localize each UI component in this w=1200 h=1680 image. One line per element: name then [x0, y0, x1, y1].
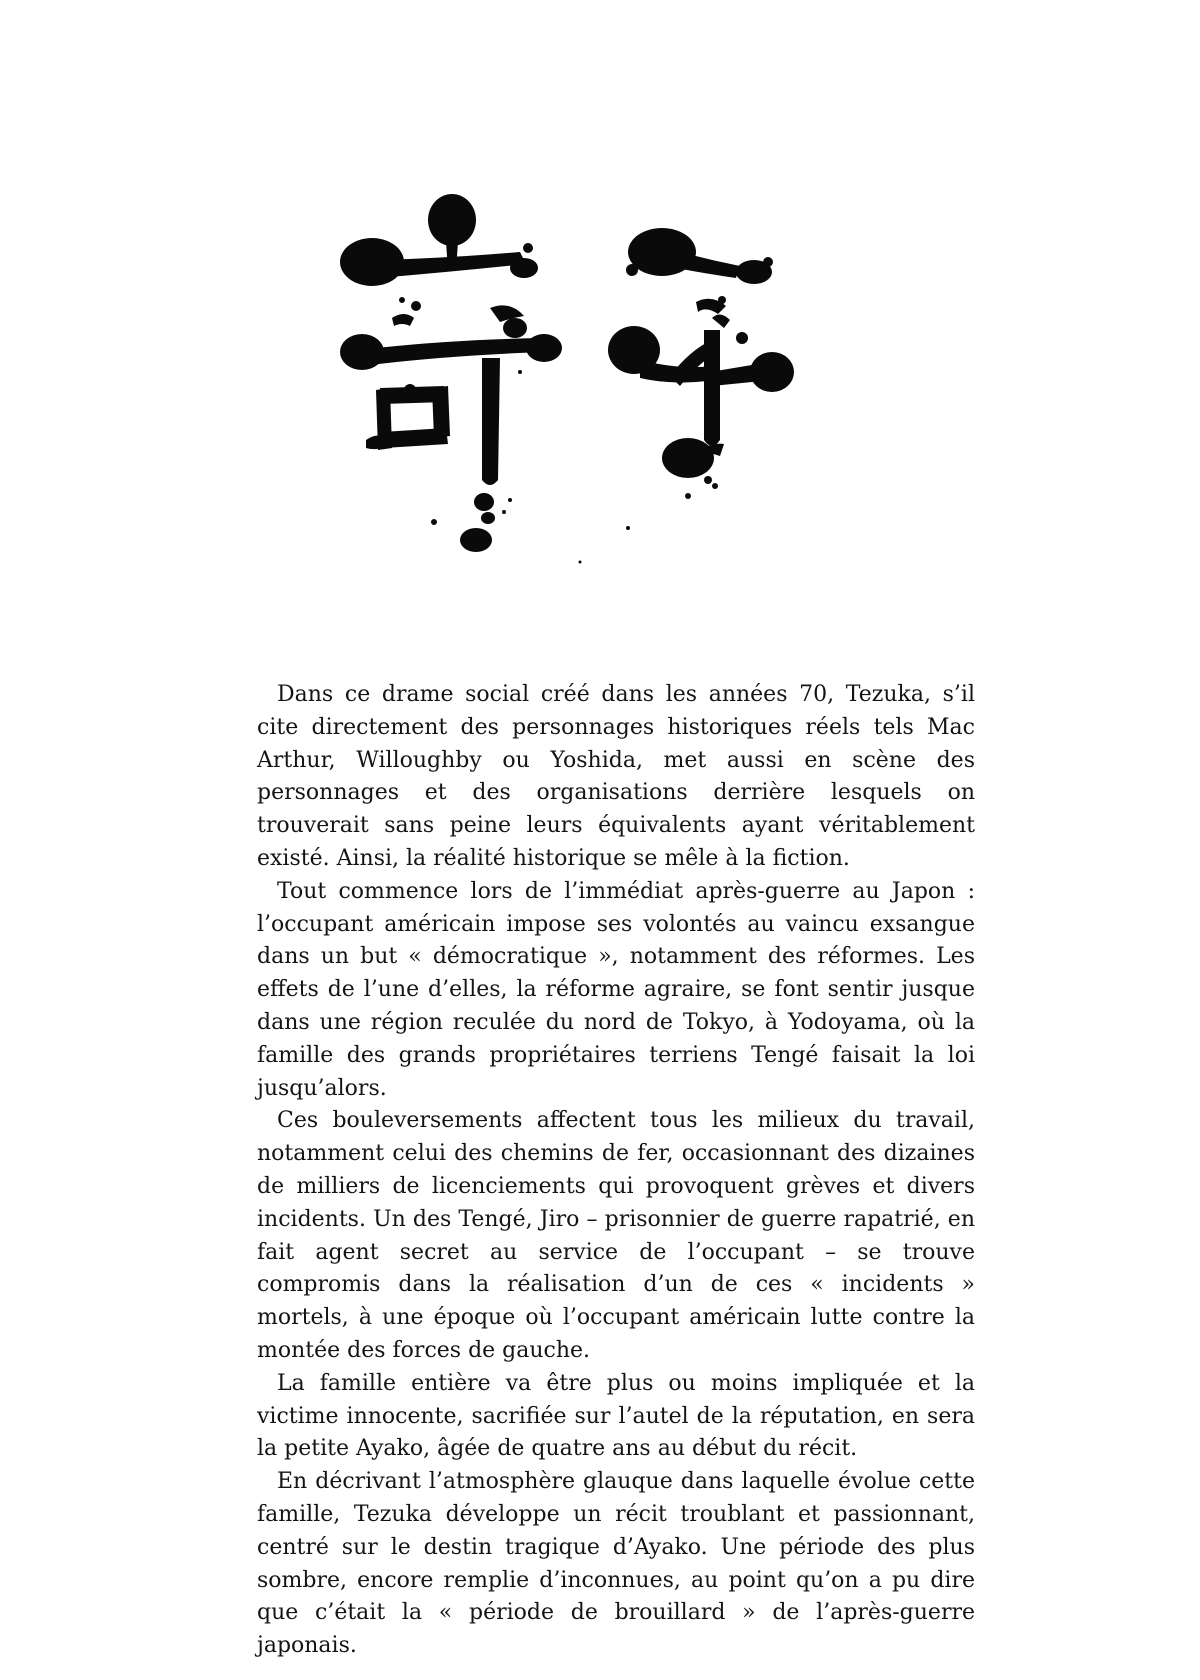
- paragraph: En décrivant l’atmosphère glauque dans laquelle évolue cette famille, Tezuka développe un récit troublant et passionnant, centré sur le destin tragique d’Ayako. Une période des plus sombre, encore remplie d’inconnues, au point qu’on a pu dire que c’était la « période de brouillard » de l’après-guerre japonais.: [257, 1469, 975, 1659]
- paragraph: Tout commence lors de l’immédiat après-guerre au Japon : l’occupant américain impose ses volontés au vaincu exsangue dans un but « démocratique », notamment des réformes. Les effets de l’une d’elles, la réforme agraire, se font sentir jusque dans une région reculée du nord de Tokyo, à Yodoyama, où la famille des grands propriétaires terriens Tengé faisait la loi jusqu’alors.: [257, 878, 975, 1101]
- body-text: [257, 679, 975, 1663]
- paragraph: Ces bouleversements affectent tous les milieux du travail, notamment celui des chemins de fer, occasionnant des dizaines de milliers de licenciements qui provoquent grèves et divers incidents. Un des Tengé, Jiro – prisonnier de guerre rapatrié, en fait agent secret au service de l’occupant – se trouve compromis dans la réalisation d’un de ces « incidents » mortels, à une époque où l’occupant américain lutte contre la montée des forces de gauche.: [257, 1108, 975, 1363]
- ink-brush-glyphs: [340, 190, 850, 580]
- paragraph: Dans ce drame social créé dans les années 70, Tezuka, s’il cite directement des personnages historiques réels tels Mac Arthur, Willoughby ou Yoshida, met aussi en scène des personnages et des organisations derrière lesquels on trouverait sans peine leurs équivalents ayant véritablement existé. Ainsi, la réalité historique se mêle à la fiction.: [257, 682, 975, 871]
- calligraphy-title-ayako: [340, 190, 850, 580]
- paragraph: La famille entière va être plus ou moins impliquée et la victime innocente, sacrifiée sur l’autel de la réputation, en sera la petite Ayako, âgée de quatre ans au début du récit.: [257, 1370, 975, 1462]
